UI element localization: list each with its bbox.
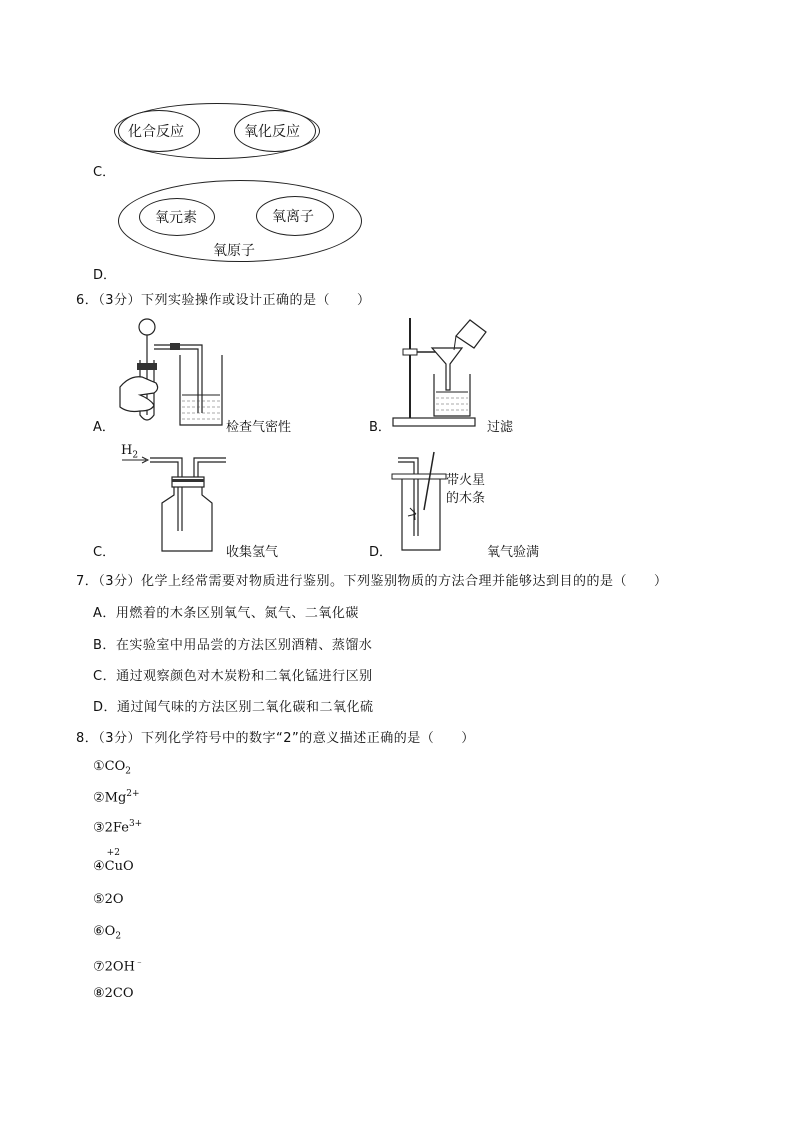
q8-item-6: $⑥O_2$: [93, 924, 122, 942]
q8-item-3: $③2Fe^{3+}$: [93, 819, 143, 836]
oxygen-atom-label: 氧原子: [213, 243, 255, 259]
q6-option-a-letter: A．: [93, 420, 115, 435]
question-7-stem: 7．（3分）化学上经常需要对物质进行鉴别。下列鉴别物质的方法合理并能够达到目的的是（ ）: [76, 574, 668, 589]
q7-option-d: D．通过闻气味的方法区别二氧化碳和二氧化硫: [93, 700, 374, 715]
q8-item-7: ⑦2OH﹣: [93, 958, 144, 975]
hydrogen-gas-label: $H_2$: [121, 443, 139, 461]
q8-item-8: ⑧2CO: [93, 986, 134, 1001]
q7-option-a: A．用燃着的木条区别氧气、氮气、二氧化碳: [93, 606, 359, 621]
q6-option-d-caption: 氧气验满: [487, 545, 540, 560]
q6-option-a-caption: 检查气密性: [226, 420, 292, 435]
q6-option-c-letter: C．: [93, 545, 116, 560]
q6-option-b-caption: 过滤: [487, 420, 514, 435]
q6-option-b-letter: B．: [369, 420, 391, 435]
question-6-stem: 6．（3分）下列实验操作或设计正确的是（ ）: [76, 293, 371, 308]
option-c-letter: C．: [93, 165, 116, 180]
oxygen-element-label: 氧元素: [155, 210, 197, 226]
option-d-letter: D．: [93, 268, 117, 283]
q7-option-b: B．在实验室中用品尝的方法区别酒精、蒸馏水: [93, 638, 373, 653]
q8-item-1: $①CO_2$: [93, 759, 131, 777]
glowing-splint-label-line2: 的木条: [446, 491, 486, 506]
q6-option-d-letter: D．: [369, 545, 393, 560]
apparatus-filtration: [388, 318, 528, 430]
oxidation-reaction-label: 氧化反应: [244, 124, 300, 140]
question-8-stem: 8．（3分）下列化学符号中的数字“2”的意义描述正确的是（ ）: [76, 731, 475, 746]
oxygen-ion-label: 氧离子: [272, 209, 314, 225]
combination-reaction-label: 化合反应: [128, 124, 184, 140]
q8-item-2: $②Mg^{2+}$: [93, 789, 140, 806]
glowing-splint-label-line1: 带火星: [446, 473, 486, 488]
q8-item-4: ④ +2 CuO: [93, 848, 134, 874]
q8-item-5: ⑤2O: [93, 892, 124, 907]
q7-option-c: C．通过观察颜色对木炭粉和二氧化锰进行区别: [93, 669, 373, 684]
q6-option-c-caption: 收集氢气: [226, 545, 279, 560]
apparatus-collect-hydrogen: [120, 455, 230, 555]
